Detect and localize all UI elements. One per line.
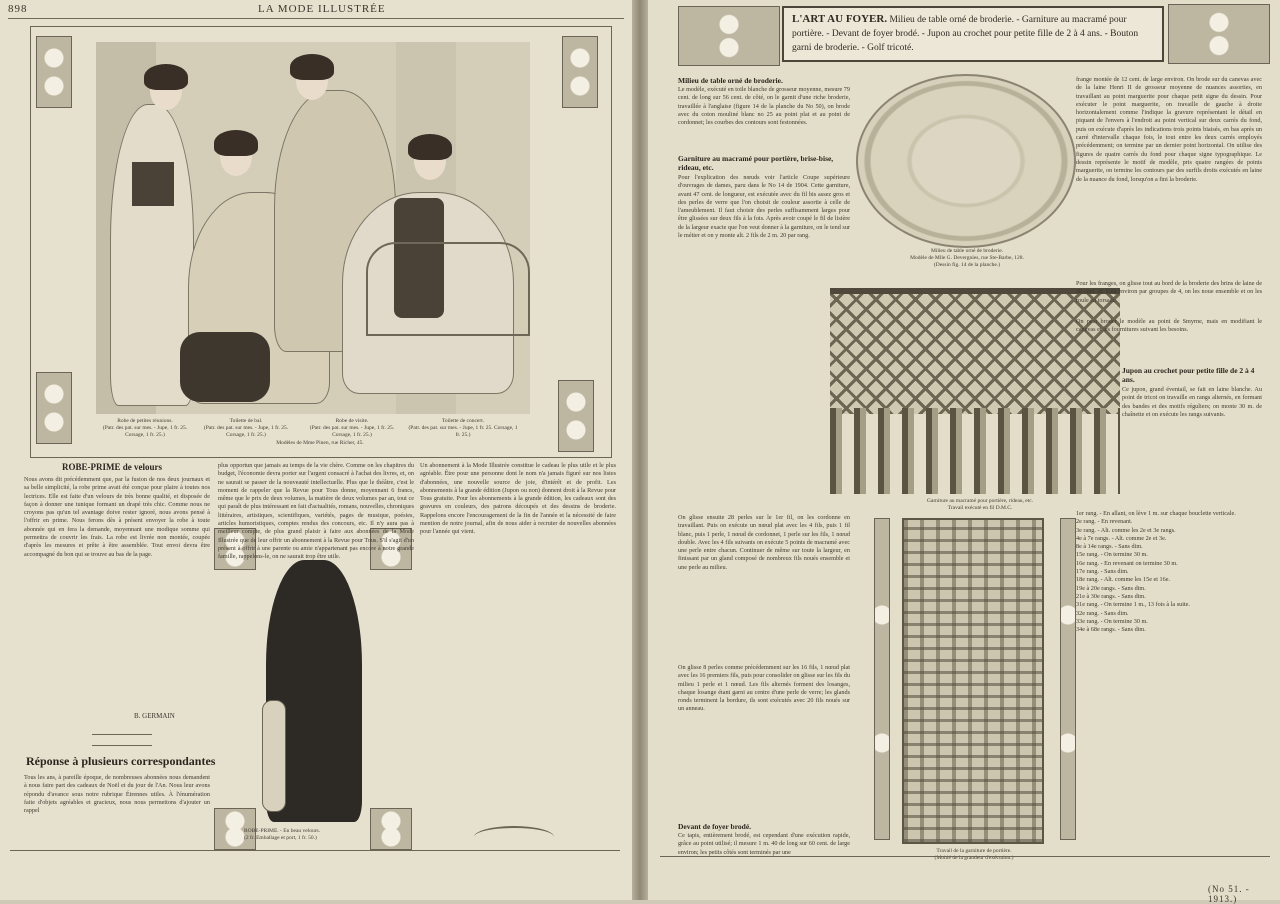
portiere-panel-illustration [902, 518, 1044, 844]
ornament-bottom-left [36, 372, 72, 444]
left-page [0, 0, 632, 900]
row-line: 18e rang. - Alt. comme les 15e et 16e. [1076, 576, 1170, 584]
s2-text-b: On glisse ensuite 28 perles sur le 1er fil, on les cordonne en travaillant. Puis on exécute un nœud plat avec les 4 fils, puis 1 fil blanc, puis 1 perle, 1 nœud de cordonnet, 1 perle sur les fils, 1 nœud double. Avec les 4 fils suivants on exécute 5 points de macramé avec une perle entre chacun. Continuer de même sur toute la largeur, en finissant par un gland composé de nombreux fils noués ensemble et une perle au milieu. [678, 514, 850, 571]
row-instructions [1076, 510, 1262, 840]
s4-text: Ce jupon, grand éventail, se fait en laine blanche. Au point de tricot on travaille en rangs alternés, en formant des bandes et des motifs réguliers; on monte 30 m. de chaînette et on exécute les rangs suivants. [1122, 386, 1262, 418]
panel-ornament-right [1060, 518, 1076, 840]
section-title: L'ART AU FOYER. [792, 13, 888, 25]
row-line: 15e rang. - On termine 30 m. [1076, 551, 1148, 559]
s3-fringe-text: Pour les franges, on glisse tout au bord de la broderie des brins de laine de 30 cent. de long environ par groupes de 4, on les noue ensemble et on les roule en torsade. [1076, 280, 1262, 304]
caption-4: Toilette de concert. (Patr. des pat. sur mes. - Jupe, 1 fr. 25. Corsage, 1 fr. 25.) [408, 418, 518, 438]
book-gutter [632, 0, 648, 900]
row-line: 17e rang. - Sans dim. [1076, 568, 1129, 576]
article-robe-prime-title: ROBE-PRIME de velours [62, 462, 162, 472]
title-ornament-right [1168, 4, 1270, 64]
dress-back-view [262, 700, 286, 812]
row-line: 16e rang. - En revenant on termine 30 m. [1076, 559, 1178, 567]
row-line: 34e à 68e rangs. - Sans dim. [1076, 626, 1146, 634]
title-ornament-left [678, 6, 780, 66]
ornament-top-left [36, 36, 72, 108]
right-page [648, 0, 1280, 904]
ornament-top-right [562, 36, 598, 108]
s3-continued-text: frange montée de 12 cent. de large environ. On brode sur du canevas avec de la laine Henri II de grosseur moyenne de nuances assorties, en travaillant au point marguerite pour chaque petit signe du dessin. Pour exécuter le point marguerite, on travaille de gauche à droite horizontalement comme l'indique la gravure représentant le détail en piquant de l'envers à l'endroit au point vertical sur deux carrés du fond, puis on exécute d'après les indications trois points biaisés, en bas après un carré d'intervalle chaque fois, le tout entre les deux carrés employés précédemment; on termine par un dernier point horizontal. On utilise des figures de quatre carrés du fond pour chaque signe typographique. Le dessin représente le motif de modèle, pris quatre rangées de points marguerite, on termine les contours par des surfils droits exécutés en laine de la nuance du fond, lorsqu'on a fini la broderie. [1076, 76, 1262, 183]
article-correspondantes-title: Réponse à plusieurs correspondantes [26, 754, 216, 768]
row-line: 21e à 30e rangs. - Sans dim. [1076, 592, 1146, 600]
caption-1: Robe de petites réunions. (Patr. des pat. sur mes. - Jupe, 1 fr. 25. Corsage, 1 fr. 25.) [102, 418, 188, 438]
s1-text: Le modèle, exécuté en toile blanche de grosseur moyenne, mesure 79 cent. de long sur 56 cent. de côté, on le garnit d'une riche broderie, travaillée à l'anglaise (figure 14 de la planche du No 50), on brode avec du coton mouliné blanc no 25 au point plat et au point de cordonnet; les courbes des contours sont festonnées. [678, 86, 850, 127]
caption-2: Toilette de bal. (Patr. des pat. sur mes. - Jupe, 1 fr. 25. Corsage, 1 fr. 25.) [203, 418, 289, 438]
macrame-caption: Garniture au macramé pour portière, rideau, etc. Travail exécuté en fil D.M.C. [926, 498, 1034, 511]
page-number: 898 [8, 3, 28, 15]
s2-text: Pour l'explication des nœuds voir l'article Coupe supérieure d'ouvrages de dames, paru dans le No 14 de 1904. Cette garniture, avant 47 cent. de longueur, est exécutée avec du fil bis assez gros et des perles de verre que l'on choisit de couleur assortie à celle de l'ameublement. Il faut choisir des perles suffisamment larges pour être glissées sur deux fils à la fois. Après avoir coupé le fil de lisière de la largeur exacte que l'on veut donner à la garniture, on le tend sur le métier et on y monte alt. 2 fils de 2 m. 20 par rang. [678, 174, 850, 240]
s3-text: Ce tapis, entièrement brodé, est cependant d'une exécution rapide, grâce au point utilisé; il mesure 1 m. 40 de long sur 60 cent. de large environ; les petits côtés sont terminés par une [678, 832, 850, 856]
row-line: 19e à 20e rangs. - Sans dim. [1076, 584, 1146, 592]
caption-3: Robe de visite. (Patr. des pat. sur mes. - Jupe, 1 fr. 25. Corsage, 1 fr. 25.) [309, 418, 395, 438]
macrame-tassels [830, 408, 1120, 494]
signature: B. GERMAIN [134, 712, 175, 720]
row-line: 8e à 14e rangs. - Sans dim. [1076, 543, 1143, 551]
section-title-items: L'ART AU FOYER. Milieu de table orné de broderie. - Garniture au macramé pour portière. - Devant de foyer brodé. - Jupon au crochet pour petite fille de 2 à 4 ans. - Bouton garni de broderie. - Golf tricoté. [792, 13, 1139, 53]
article-robe-prime-text: Nous avons dit précédemment que, par la fusion de nos deux journaux et sa belle simplicité, la robe prime avait été conçue pour plaire à toutes nos lectrices. Elle est faite d'un velours de très bonne qualité, et disposée de façon à donner une tunique formant un drapé très chic. Comme nous ne croyons pas qu'un tel avantage doive rester ignoré, nous avons pensé à l'offrir en prime. Nous ferons dès à présent envoyer la robe à toute abonnée qui en fera la demande, moyennant une modique somme qui permettra de couvrir les frais. La robe est livrée non montée, coupée d'après les mesures et prête à être assemblée. Tout envoi devra être accompagné du bon qui se trouve au bas de la page. [24, 476, 210, 558]
row-line: 32e rang. - Sans dim. [1076, 609, 1129, 617]
s3-title: Devant de foyer brodé. [678, 822, 752, 831]
fashion-plate-illustration [96, 42, 530, 414]
article-col3: Un abonnement à la Mode Illustrée constitue le cadeau le plus utile et le plus agréable. Être pour une personne dont le nom n'a jamais figuré sur nos listes d'abonnées, une nouvelle source de joie, d'intérêt et de profit. Les abonnements à la grande édition (Jupon ou non) donnent droit à la Revue pour Tous gratuite. Pour les abonnements à la grande édition, les cadeaux sont des gravures en couleurs, des patrons découpés et des dessins de broderie. Rappelons encore l'encouragement de la fin de l'année et la nécessité de faire mention de notre journal, afin de nous aider à recruter de nouvelles abonnées pour l'année qui vient. [420, 462, 616, 536]
page-footer: (No 51. - 1913.) [1208, 884, 1250, 904]
bottom-rule [10, 850, 620, 852]
s2-title: Garniture au macramé pour portière, brise-bise, rideau, etc. [678, 154, 834, 172]
s2-text-c: On glisse 8 perles comme précédemment sur les 16 fils, 1 nœud plat avec les 16 premiers fils, puis pour consolider on glisse sur les fils du milieu 1 perle et 1 nœud. Les fils alternés forment des losanges, chaque losange étant garni au centre d'une perle de verre; les glands ronds terminent la bordure, ils sont exécutés avec 20 fils noués sur un anneau. [678, 664, 850, 713]
row-line: 3e rang. - Alt. comme les 2e et 3e rangs. [1076, 526, 1176, 534]
doily-caption: Milieu de table orné de broderie. Modèle de Mlle G. Devergnies, rue Ste-Barbe, 128. (Dessin fig. 14 de la planche.) [910, 248, 1024, 268]
bottom-rule-right [660, 856, 1270, 858]
doily-illustration [856, 74, 1076, 248]
row-line: 33e rang. - On termine 30 m. [1076, 617, 1148, 625]
panel-ornament-left [874, 518, 890, 840]
row-line: 4e à 7e rangs. - Alt. comme 2e et 3e. [1076, 534, 1167, 542]
article-col2-top: plus opportun que jamais au temps de la vie chère. Comme on les chapitres du budget, l'économie devra porter sur l'argent consacré à l'achat des livres, et, on ne saurait se passer de la nouveauté intellectuelle. Plus que le théâtre, c'est le moment de rappeler que la Revue pour Tous donne, moyennant 6 francs, même que le prix de deux volumes, la matière de deux volumes par an, tout ce qui paraît de plus intéressant en fait d'actualités, romans, nouvelles, chroniques littéraires, artistiques, scientifiques, variétés, pages de musique, poésies, articles humoristiques, comptes rendus des concours, etc. Il n'y aura pas à meilleur compte, de plus grand plaisir à faire aux abonnées de la Mode Illustrée que de leur offrir un abonnement à la Revue pour Tous. S'il s'agit d'un présent à offrir à une parente ou amie n'appartenant pas encore à notre grande famille, rappelons-le, on ne saurait trop être utile. [218, 462, 414, 561]
row-line: 31e rang. - On termine 1 m., 13 fois à la suite. [1076, 601, 1190, 609]
header-rule [8, 18, 624, 19]
s4-title: Jupon au crochet pour petite fille de 2 à 4 ans. [1122, 366, 1255, 384]
running-title: LA MODE ILLUSTRÉE [258, 3, 386, 15]
row-line: 1er rang. - En allant, on lève 1 m. sur chaque bouclette verticale. [1076, 510, 1236, 517]
s3-smyrne-text: On peut broder le modèle au point de Smyrne, mais en modifiant le canevas et les fournitures suivant les besoins. [1076, 318, 1262, 334]
bottom-ornament [474, 826, 554, 848]
divider-ornament [92, 734, 152, 746]
s1-title: Milieu de table orné de broderie. [678, 76, 783, 85]
article-correspondantes-text: Tous les ans, à pareille époque, de nombreuses abonnées nous demandent à nous faire part des cadeaux de Noël et du jour de l'An. Nous leur avons répondu d'avance sous notre rubrique Étrennes utiles. À l'énumération faite d'objets agréables et gracieux, nous nous permettons d'ajouter un rappel [24, 774, 210, 815]
section-title-box [782, 6, 1164, 62]
dress-caption: ROBE-PRIME. - En beau velours. (2 fr. Emballage et port, 1 fr. 50.) [244, 828, 321, 841]
row-line: 2e rang. - En revenant. [1076, 518, 1133, 526]
plate-credit: Modèles de Mme Pinen, rue Richer, 45. [276, 440, 364, 446]
panel-caption: Travail de la garniture de portière. (Moitié de la grandeur d'exécution.) [934, 848, 1014, 861]
ornament-bottom-right [558, 380, 594, 452]
